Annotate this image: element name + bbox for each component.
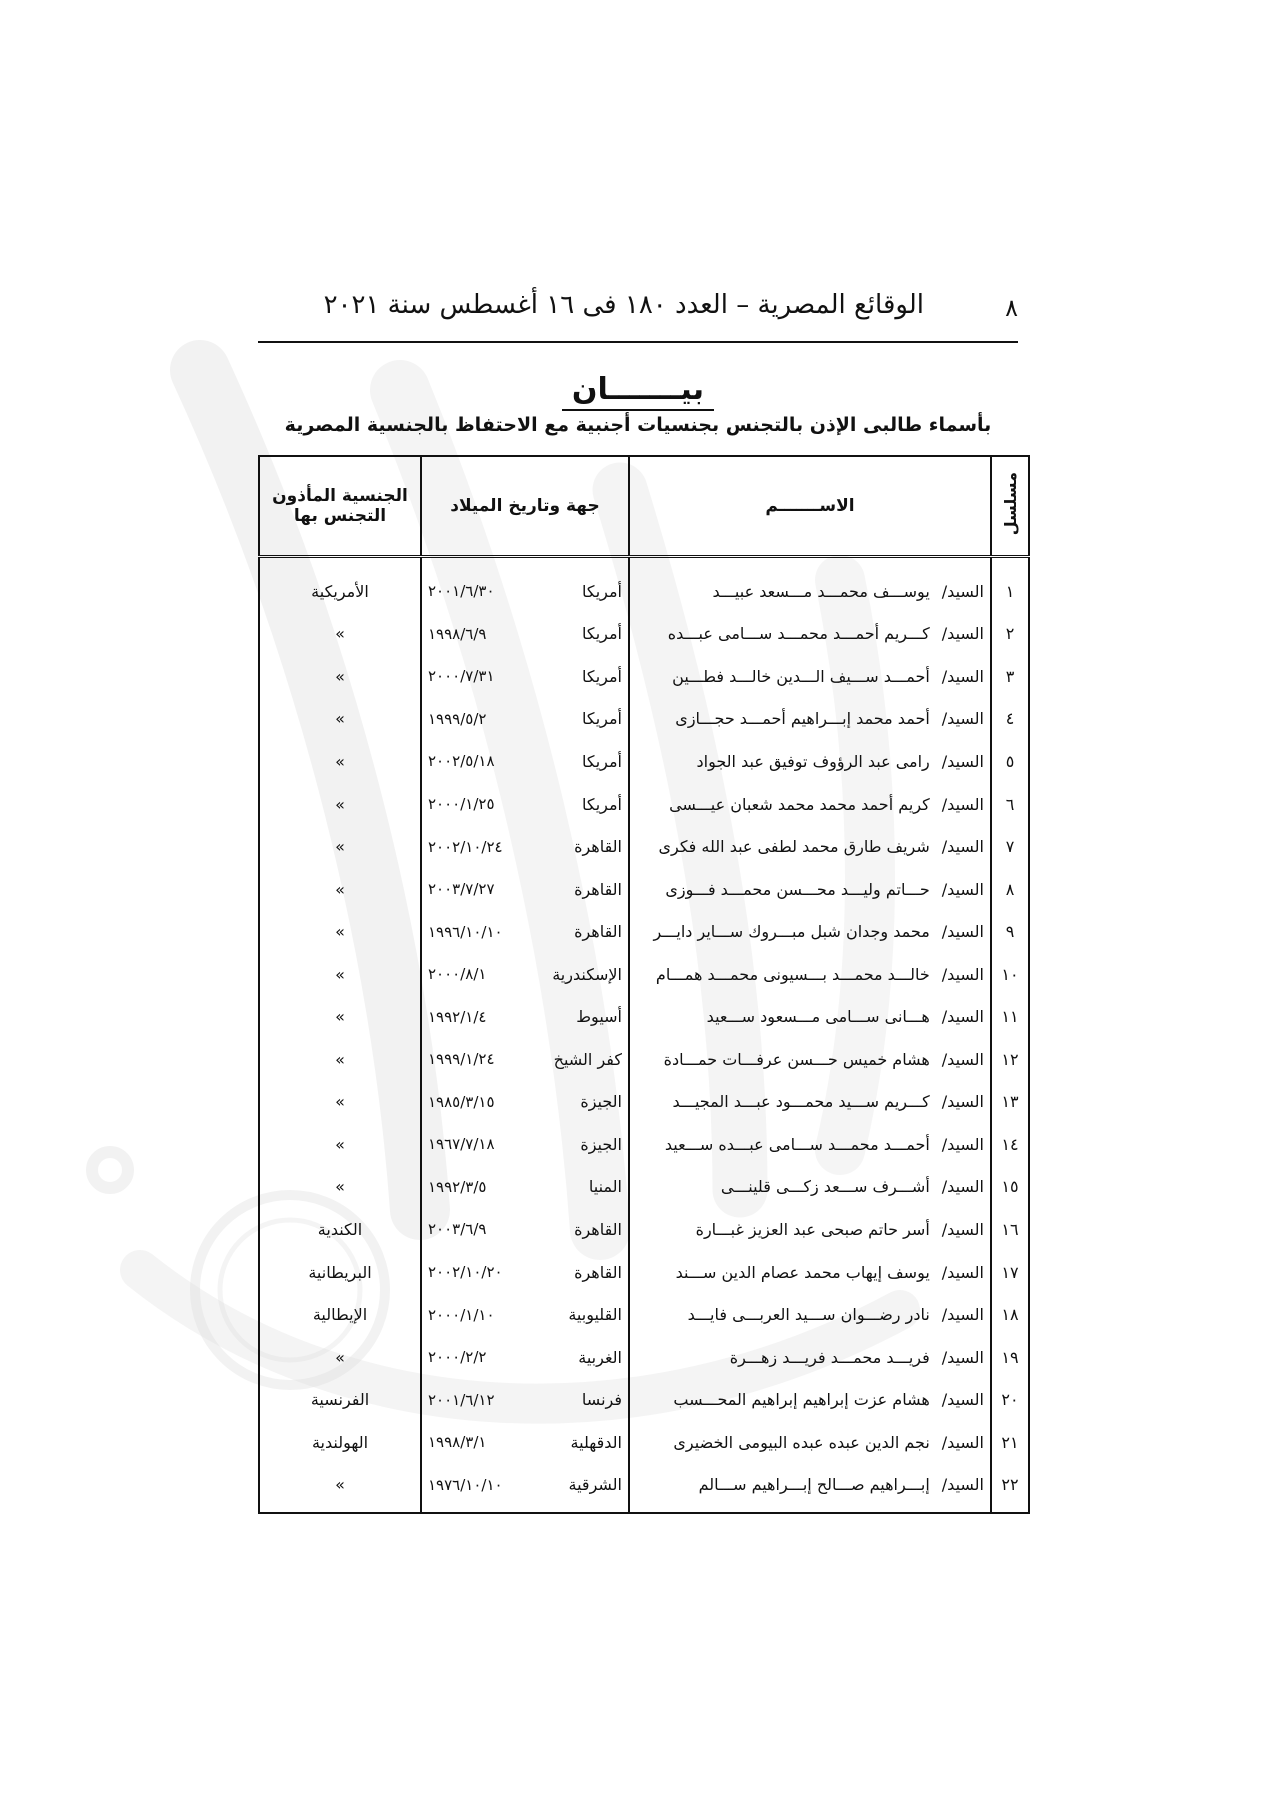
name-cell-wrap: [629, 1251, 991, 1294]
birth-cell-wrap: [421, 1421, 629, 1464]
birth-place: القاهرة: [574, 1262, 622, 1282]
birth-place: الغربية: [578, 1347, 622, 1367]
table-row: [259, 613, 1029, 656]
birth-cell: [428, 752, 622, 771]
birth-cell: [428, 1348, 622, 1367]
birth-cell: [428, 1433, 622, 1452]
honorific: السيد/: [941, 1390, 984, 1410]
birth-place: الشرقية: [568, 1475, 622, 1495]
birth-cell: [428, 837, 622, 856]
birth-cell: [428, 624, 622, 643]
birth-cell-wrap: [421, 1038, 629, 1081]
honorific: السيد/: [941, 624, 984, 644]
name-cell: [636, 1348, 984, 1367]
name-cell: [636, 1007, 984, 1026]
person-name: حـــاتم وليـــد محـــسن محمـــد فـــوزى: [665, 879, 930, 899]
birth-place: الجيزة: [580, 1092, 622, 1112]
serial-cell: ١٥: [991, 1166, 1029, 1209]
serial-cell: ١٠: [991, 953, 1029, 996]
honorific: السيد/: [941, 709, 984, 729]
name-cell-wrap: [629, 953, 991, 996]
serial-cell: ٥: [991, 740, 1029, 783]
birth-cell-wrap: [421, 557, 629, 613]
name-cell-wrap: [629, 868, 991, 911]
birth-date: ٢٠٠٠/٧/٣١: [428, 667, 495, 686]
birth-cell-wrap: [421, 825, 629, 868]
header-divider: [258, 341, 1018, 343]
nationality-cell: »: [259, 613, 421, 656]
birth-cell: [428, 1305, 622, 1324]
name-cell: [636, 795, 984, 814]
header-name: الاســـــــم: [629, 456, 991, 557]
birth-cell-wrap: [421, 740, 629, 783]
header-serial-label: مسلسل: [1000, 471, 1020, 536]
nationality-cell: البريطانية: [259, 1251, 421, 1294]
serial-cell: ٧: [991, 825, 1029, 868]
nationality-cell: »: [259, 783, 421, 826]
honorific: السيد/: [941, 1475, 984, 1495]
birth-cell-wrap: [421, 1463, 629, 1513]
table-row: [259, 910, 1029, 953]
birth-date: ٢٠٠١/٦/٣٠: [428, 582, 495, 601]
birth-place: القاهرة: [574, 879, 622, 899]
birth-date: ٢٠٠٠/٨/١: [428, 965, 487, 984]
honorific: السيد/: [941, 1177, 984, 1197]
table-row: [259, 995, 1029, 1038]
table-row: [259, 698, 1029, 741]
header-nationality: [259, 456, 421, 557]
nationality-cell: »: [259, 1081, 421, 1124]
person-name: يوسف إيهاب محمد عصام الدين ســـند: [675, 1262, 930, 1282]
person-name: نجم الدين عبده عبده البيومى الخضيرى: [673, 1432, 930, 1452]
birth-place: القاهرة: [574, 922, 622, 942]
birth-cell-wrap: [421, 1336, 629, 1379]
person-name: خالـــد محمـــد بـــسيونى محمـــد همـــام: [655, 964, 930, 984]
birth-place: المنيا: [588, 1177, 622, 1197]
birth-cell: [428, 1390, 622, 1409]
honorific: السيد/: [941, 751, 984, 771]
birth-date: ٢٠٠٣/٧/٢٧: [428, 880, 495, 899]
nationality-cell: الإيطالية: [259, 1293, 421, 1336]
person-name: شريف طارق محمد لطفى عبد الله فكرى: [658, 837, 930, 857]
nationality-cell: »: [259, 953, 421, 996]
table-row: [259, 1421, 1029, 1464]
honorific: السيد/: [941, 1049, 984, 1069]
birth-place: القاهرة: [574, 1219, 622, 1239]
table-row: [259, 1123, 1029, 1166]
person-name: هشام عزت إبراهيم إبراهيم المحـــسب: [673, 1390, 930, 1410]
person-name: محمد وجدان شبل مبـــروك ســـاير دايـــر: [653, 922, 930, 942]
honorific: السيد/: [941, 1092, 984, 1112]
birth-place: الجيزة: [580, 1134, 622, 1154]
birth-cell: [428, 1263, 622, 1282]
header-serial: [991, 456, 1029, 557]
honorific: السيد/: [941, 879, 984, 899]
serial-cell: ٦: [991, 783, 1029, 826]
document-title: بيـــــــان: [562, 372, 714, 411]
serial-cell: ٢٢: [991, 1463, 1029, 1513]
person-name: إبـــراهيم صـــالح إبـــراهيم ســـالم: [698, 1475, 930, 1495]
serial-cell: ٣: [991, 655, 1029, 698]
name-cell-wrap: [629, 910, 991, 953]
table-body: [259, 557, 1029, 1514]
birth-date: ٢٠٠٣/٦/٩: [428, 1220, 487, 1239]
table-row: [259, 1293, 1029, 1336]
birth-cell-wrap: [421, 995, 629, 1038]
birth-place: الدقهلية: [570, 1432, 622, 1452]
table-row: [259, 1038, 1029, 1081]
nationality-cell: »: [259, 825, 421, 868]
birth-date: ٢٠٠٢/١٠/٢٠: [428, 1263, 503, 1282]
birth-date: ١٩٩٨/٣/١: [428, 1433, 487, 1452]
name-cell: [636, 1177, 984, 1196]
nationality-cell: »: [259, 1336, 421, 1379]
nationality-cell: »: [259, 1463, 421, 1513]
birth-date: ١٩٩٦/١٠/١٠: [428, 922, 503, 941]
nationality-cell: »: [259, 698, 421, 741]
nationality-cell: »: [259, 910, 421, 953]
serial-cell: ٢١: [991, 1421, 1029, 1464]
birth-date: ١٩٩٨/٦/٩: [428, 624, 487, 643]
table-row: [259, 1378, 1029, 1421]
person-name: هشام خميس حـــسن عرفـــات حمـــادة: [663, 1049, 930, 1069]
honorific: السيد/: [941, 922, 984, 942]
birth-place: أمريكا: [581, 666, 622, 686]
table-row: [259, 1251, 1029, 1294]
birth-cell: [428, 1475, 622, 1494]
header-birth: جهة وتاريخ الميلاد: [421, 456, 629, 557]
birth-place: أمريكا: [581, 624, 622, 644]
table-row: [259, 1463, 1029, 1513]
birth-date: ٢٠٠٠/١/١٠: [428, 1305, 495, 1324]
gazette-title: الوقائع المصرية – العدد ١٨٠ فى ١٦ أغسطس سنة ٢٠٢١: [323, 290, 924, 320]
birth-place: فرنسا: [581, 1390, 622, 1410]
page-header: [258, 290, 1018, 330]
name-cell-wrap: [629, 825, 991, 868]
birth-place: أمريكا: [581, 581, 622, 601]
honorific: السيد/: [941, 1347, 984, 1367]
name-cell-wrap: [629, 740, 991, 783]
table-header-row: [259, 456, 1029, 557]
birth-cell: [428, 1007, 622, 1026]
birth-date: ٢٠٠٠/٢/٢: [428, 1348, 487, 1367]
table-row: [259, 1081, 1029, 1124]
birth-cell-wrap: [421, 910, 629, 953]
name-cell: [636, 1433, 984, 1452]
name-cell: [636, 752, 984, 771]
person-name: كـــريم ســـيد محمـــود عبـــد المجيـــد: [672, 1092, 930, 1112]
serial-cell: ٩: [991, 910, 1029, 953]
table-row: [259, 868, 1029, 911]
name-cell-wrap: [629, 1208, 991, 1251]
birth-date: ١٩٩٩/١/٢٤: [428, 1050, 495, 1069]
honorific: السيد/: [941, 1007, 984, 1027]
table-row: [259, 557, 1029, 613]
birth-date: ١٩٦٧/٧/١٨: [428, 1135, 495, 1154]
name-cell-wrap: [629, 1463, 991, 1513]
person-name: هـــانى ســـامى مـــسعود ســـعيد: [706, 1007, 930, 1027]
header-nationality-line1: الجنسية المأذون: [272, 486, 408, 506]
name-cell: [636, 709, 984, 728]
name-cell: [636, 1390, 984, 1409]
nationality-cell: الهولندية: [259, 1421, 421, 1464]
nationality-cell: الأمريكية: [259, 557, 421, 613]
name-cell-wrap: [629, 1293, 991, 1336]
birth-cell: [428, 709, 622, 728]
birth-place: القليوبية: [568, 1305, 622, 1325]
person-name: أشـــرف ســـعد زكـــى قلينـــى: [720, 1177, 930, 1197]
serial-cell: ٢: [991, 613, 1029, 656]
honorific: السيد/: [941, 837, 984, 857]
birth-cell-wrap: [421, 1378, 629, 1421]
document-title-wrap: [258, 372, 1018, 407]
name-cell-wrap: [629, 1123, 991, 1166]
birth-date: ٢٠٠٠/١/٢٥: [428, 795, 495, 813]
birth-cell-wrap: [421, 1123, 629, 1166]
name-cell-wrap: [629, 557, 991, 613]
name-cell-wrap: [629, 613, 991, 656]
birth-cell-wrap: [421, 868, 629, 911]
name-cell-wrap: [629, 1166, 991, 1209]
name-cell-wrap: [629, 698, 991, 741]
person-name: أحمد محمد إبـــراهيم أحمـــد حجـــازى: [675, 709, 930, 729]
person-name: فريـــد محمـــد فريـــد زهـــرة: [729, 1347, 930, 1367]
name-cell-wrap: [629, 655, 991, 698]
name-cell: [636, 582, 984, 601]
serial-cell: ١: [991, 557, 1029, 613]
birth-cell: [428, 1177, 622, 1196]
name-cell: [636, 1135, 984, 1154]
honorific: السيد/: [941, 1262, 984, 1282]
name-cell-wrap: [629, 1038, 991, 1081]
birth-cell-wrap: [421, 1208, 629, 1251]
birth-date: ١٩٩٩/٥/٢: [428, 709, 487, 728]
birth-cell: [428, 1050, 622, 1069]
serial-cell: ١٦: [991, 1208, 1029, 1251]
name-cell: [636, 1220, 984, 1239]
birth-cell-wrap: [421, 1251, 629, 1294]
honorific: السيد/: [941, 1134, 984, 1154]
table-row: [259, 655, 1029, 698]
birth-cell: [428, 1092, 622, 1111]
nationality-cell: الكندية: [259, 1208, 421, 1251]
birth-cell: [428, 1220, 622, 1239]
name-cell-wrap: [629, 1378, 991, 1421]
birth-cell: [428, 922, 622, 941]
birth-date: ١٩٩٢/١/٤: [428, 1007, 487, 1026]
birth-date: ١٩٩٢/٣/٥: [428, 1177, 487, 1196]
birth-cell-wrap: [421, 1166, 629, 1209]
table-row: [259, 783, 1029, 826]
serial-cell: ٨: [991, 868, 1029, 911]
name-cell: [636, 965, 984, 984]
name-cell: [636, 837, 984, 856]
header-nationality-line2: التجنس بها: [293, 506, 387, 526]
name-cell: [636, 1475, 984, 1494]
nationality-cell: »: [259, 740, 421, 783]
table-row: [259, 825, 1029, 868]
honorific: السيد/: [941, 1432, 984, 1452]
nationality-cell: »: [259, 1123, 421, 1166]
document-subtitle: بأسماء طالبى الإذن بالتجنس بجنسيات أجنبية مع الاحتفاظ بالجنسية المصرية: [284, 414, 992, 436]
table-row: [259, 953, 1029, 996]
person-name: أحمـــد ســـيف الـــدين خالـــد فطـــين: [672, 666, 930, 686]
name-cell-wrap: [629, 995, 991, 1038]
name-cell: [636, 1263, 984, 1282]
name-cell: [636, 667, 984, 686]
honorific: السيد/: [941, 666, 984, 686]
honorific: السيد/: [941, 1219, 984, 1239]
person-name: أحمـــد محمـــد ســـامى عبـــده ســـعيد: [664, 1134, 930, 1154]
nationality-cell: »: [259, 655, 421, 698]
birth-date: ١٩٨٥/٣/١٥: [428, 1092, 495, 1111]
person-name: كـــريم أحمـــد محمـــد ســـامى عبـــده: [667, 624, 930, 644]
serial-cell: ١٩: [991, 1336, 1029, 1379]
page-number: ٨: [1005, 294, 1018, 322]
birth-place: القاهرة: [574, 837, 622, 857]
person-name: نادر رضـــوان ســـيد العربـــى فايـــد: [687, 1305, 930, 1325]
name-cell-wrap: [629, 1421, 991, 1464]
honorific: السيد/: [941, 581, 984, 601]
serial-cell: ١٧: [991, 1251, 1029, 1294]
honorific: السيد/: [941, 1305, 984, 1325]
birth-cell: [428, 582, 622, 601]
name-cell: [636, 880, 984, 899]
person-name: رامى عبد الرؤوف توفيق عبد الجواد: [696, 751, 930, 771]
birth-cell: [428, 880, 622, 899]
nationality-cell: الفرنسية: [259, 1378, 421, 1421]
birth-date: ٢٠٠١/٦/١٢: [428, 1390, 495, 1409]
birth-place: أمريكا: [581, 709, 622, 729]
table-row: [259, 1336, 1029, 1379]
name-cell: [636, 922, 984, 941]
honorific: السيد/: [941, 794, 984, 814]
birth-cell: [428, 965, 622, 984]
name-cell-wrap: [629, 1081, 991, 1124]
name-cell: [636, 1092, 984, 1111]
birth-cell: [428, 795, 622, 814]
birth-cell-wrap: [421, 1081, 629, 1124]
nationality-cell: »: [259, 1166, 421, 1209]
table-row: [259, 1166, 1029, 1209]
birth-place: أمريكا: [581, 794, 622, 814]
name-cell-wrap: [629, 783, 991, 826]
birth-cell-wrap: [421, 783, 629, 826]
name-cell-wrap: [629, 1336, 991, 1379]
honorific: السيد/: [941, 964, 984, 984]
birth-cell-wrap: [421, 655, 629, 698]
name-cell: [636, 1050, 984, 1069]
nationality-cell: »: [259, 1038, 421, 1081]
birth-place: كفر الشيخ: [553, 1049, 622, 1069]
serial-cell: ١٨: [991, 1293, 1029, 1336]
person-name: أسر حاتم صبحى عبد العزيز غبـــارة: [695, 1219, 930, 1239]
birth-cell-wrap: [421, 953, 629, 996]
person-name: كريم أحمد محمد محمد شعبان عيـــسى: [669, 794, 930, 814]
serial-cell: ١١: [991, 995, 1029, 1038]
serial-cell: ٢٠: [991, 1378, 1029, 1421]
birth-date: ٢٠٠٢/١٠/٢٤: [428, 837, 503, 856]
serial-cell: ٤: [991, 698, 1029, 741]
birth-place: أسيوط: [576, 1007, 622, 1027]
birth-cell: [428, 667, 622, 686]
birth-cell: [428, 1135, 622, 1154]
nationality-cell: »: [259, 995, 421, 1038]
birth-place: أمريكا: [581, 751, 622, 771]
name-cell: [636, 624, 984, 643]
birth-cell-wrap: [421, 1293, 629, 1336]
nationality-cell: »: [259, 868, 421, 911]
birth-cell-wrap: [421, 613, 629, 656]
table-row: [259, 740, 1029, 783]
birth-date: ٢٠٠٢/٥/١٨: [428, 752, 495, 771]
serial-cell: ١٣: [991, 1081, 1029, 1124]
birth-place: الإسكندرية: [552, 964, 622, 984]
person-name: يوســـف محمـــد مـــسعد عبيـــد: [712, 581, 930, 601]
serial-cell: ١٢: [991, 1038, 1029, 1081]
table-row: [259, 1208, 1029, 1251]
serial-cell: ١٤: [991, 1123, 1029, 1166]
birth-date: ١٩٧٦/١٠/١٠: [428, 1475, 503, 1494]
naturalization-table: [258, 455, 1030, 1514]
birth-cell-wrap: [421, 698, 629, 741]
name-cell: [636, 1305, 984, 1324]
